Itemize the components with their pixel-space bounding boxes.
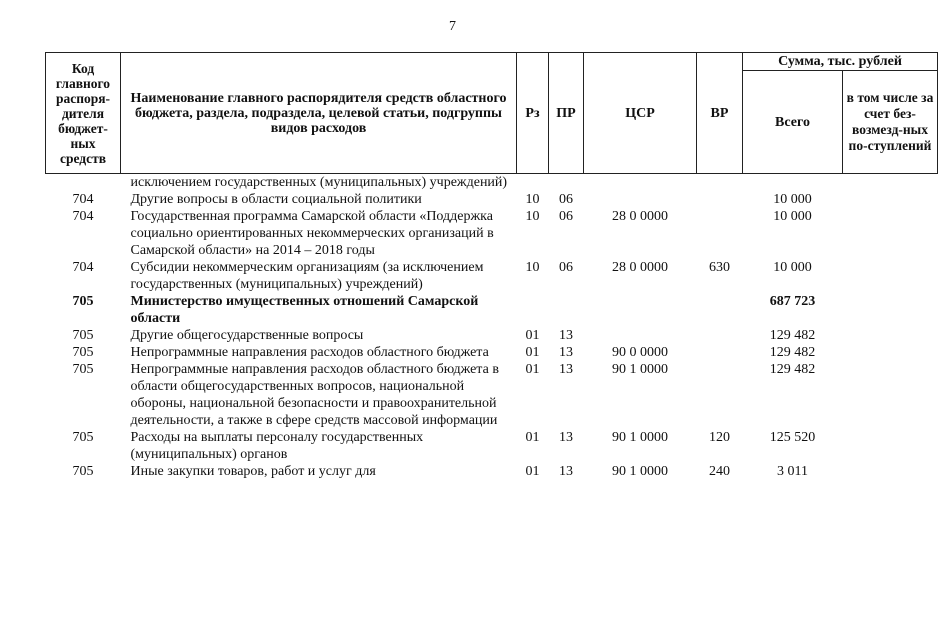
cell-csr — [584, 191, 697, 208]
cell-total: 125 520 — [769, 430, 816, 445]
page-number: 7 — [449, 19, 456, 34]
table-row — [46, 327, 938, 344]
cell-name: Другие вопросы в области социальной политики — [130, 192, 422, 207]
header-pr: ПР — [549, 53, 584, 174]
cell-csr — [584, 174, 697, 192]
cell-vr — [697, 174, 743, 192]
cell-csr: 28 0 0000 — [612, 209, 668, 224]
cell-pr: 06 — [559, 192, 573, 207]
table-row — [46, 344, 938, 361]
cell-rz — [517, 293, 549, 327]
cell-pr: 13 — [559, 328, 573, 343]
header-vr: ВР — [697, 53, 743, 174]
header-sum: Сумма, тыс. рублей — [743, 53, 938, 71]
cell-rz: 01 — [525, 464, 540, 479]
cell-code — [46, 174, 121, 192]
cell-vr: 240 — [709, 464, 730, 479]
cell-csr — [584, 293, 697, 327]
header-total: Всего — [743, 71, 843, 174]
cell-name: Министерство имущественных отношений Самарской области — [130, 294, 479, 326]
cell-pr: 06 — [559, 260, 573, 275]
cell-pr: 13 — [559, 345, 573, 360]
cell-total — [743, 174, 843, 192]
cell-csr: 90 1 0000 — [612, 464, 668, 479]
cell-total: 129 482 — [769, 362, 816, 377]
budget-table — [45, 52, 938, 480]
cell-name: Расходы на выплаты персоналу государственных (муниципальных) органов — [130, 430, 424, 462]
cell-code: 705 — [72, 362, 94, 377]
cell-rz: 10 — [525, 209, 540, 224]
cell-total: 129 482 — [769, 328, 816, 343]
cell-incl — [843, 191, 938, 208]
cell-code: 705 — [72, 464, 94, 479]
header-csr: ЦСР — [584, 53, 697, 174]
table-row — [46, 259, 938, 293]
cell-name: Непрограммные направления расходов областного бюджета — [130, 345, 489, 360]
cell-code: 705 — [72, 294, 94, 309]
header-rz: Рз — [517, 53, 549, 174]
cell-total: 129 482 — [769, 345, 816, 360]
table-row — [46, 361, 938, 429]
cell-code: 704 — [72, 209, 94, 224]
cell-rz: 01 — [525, 328, 540, 343]
table-row — [46, 174, 938, 192]
cell-vr — [697, 327, 743, 344]
cell-vr — [697, 344, 743, 361]
cell-csr: 90 1 0000 — [612, 430, 668, 445]
cell-total: 10 000 — [773, 260, 812, 275]
cell-total: 10 000 — [773, 209, 812, 224]
cell-rz: 01 — [525, 345, 540, 360]
table-row — [46, 463, 938, 480]
table-row — [46, 293, 938, 327]
cell-incl — [843, 361, 938, 429]
cell-rz: 01 — [525, 430, 540, 445]
cell-total: 687 723 — [769, 294, 816, 309]
cell-rz: 01 — [525, 362, 540, 377]
cell-code: 705 — [72, 328, 94, 343]
cell-pr: 06 — [559, 209, 573, 224]
cell-incl — [843, 259, 938, 293]
cell-incl — [843, 174, 938, 192]
cell-code: 705 — [72, 345, 94, 360]
cell-incl — [843, 344, 938, 361]
table-row — [46, 191, 938, 208]
cell-rz: 10 — [525, 260, 540, 275]
cell-name: Иные закупки товаров, работ и услуг для — [130, 464, 376, 479]
header-name: Наименование главного распорядителя средств областного бюджета, раздела, подраздела, целевой статьи, подгруппы видов расходов — [121, 53, 517, 174]
cell-incl — [843, 463, 938, 480]
cell-vr — [697, 208, 743, 259]
cell-code: 704 — [72, 260, 94, 275]
cell-vr: 630 — [709, 260, 730, 275]
header-code: Код главного распоря-дителя бюджет-ных средств — [46, 53, 121, 174]
table-row — [46, 208, 938, 259]
cell-incl — [843, 429, 938, 463]
cell-rz: 10 — [525, 192, 540, 207]
header-incl: в том числе за счет без-возмезд-ных по-ступлений — [843, 71, 938, 174]
table-row — [46, 429, 938, 463]
cell-total: 3 011 — [777, 464, 808, 479]
cell-csr — [584, 327, 697, 344]
cell-pr — [549, 174, 584, 192]
cell-csr: 90 0 0000 — [612, 345, 668, 360]
cell-pr: 13 — [559, 362, 573, 377]
cell-csr: 28 0 0000 — [612, 260, 668, 275]
cell-name: Непрограммные направления расходов областного бюджета в области общегосударственных вопросов, национальной обороны, национальной безопасности и правоохранительной деятельности, а также в сфере средств массовой информации — [130, 362, 499, 428]
cell-vr: 120 — [709, 430, 730, 445]
cell-pr: 13 — [559, 430, 573, 445]
cell-vr — [697, 191, 743, 208]
cell-incl — [843, 293, 938, 327]
cell-total: 10 000 — [773, 192, 812, 207]
cell-pr: 13 — [559, 464, 573, 479]
cell-csr: 90 1 0000 — [612, 362, 668, 377]
cell-code: 705 — [72, 430, 94, 445]
cell-incl — [843, 208, 938, 259]
cell-vr — [697, 361, 743, 429]
cell-incl — [843, 327, 938, 344]
cell-code: 704 — [72, 192, 94, 207]
cell-name: исключением государственных (муниципальных) учреждений) — [130, 175, 508, 190]
cell-rz — [517, 174, 549, 192]
cell-name: Государственная программа Самарской области «Поддержка социально ориентированных некоммерческих организаций в Самарской области» на 2014 – 2018 годы — [130, 209, 494, 258]
cell-pr — [549, 293, 584, 327]
table-header — [46, 53, 938, 174]
cell-vr — [697, 293, 743, 327]
cell-name: Другие общегосударственные вопросы — [130, 328, 364, 343]
cell-name: Субсидии некоммерческим организациям (за исключением государственных (муниципальных) учреждений) — [130, 260, 484, 292]
table-body — [46, 174, 938, 481]
